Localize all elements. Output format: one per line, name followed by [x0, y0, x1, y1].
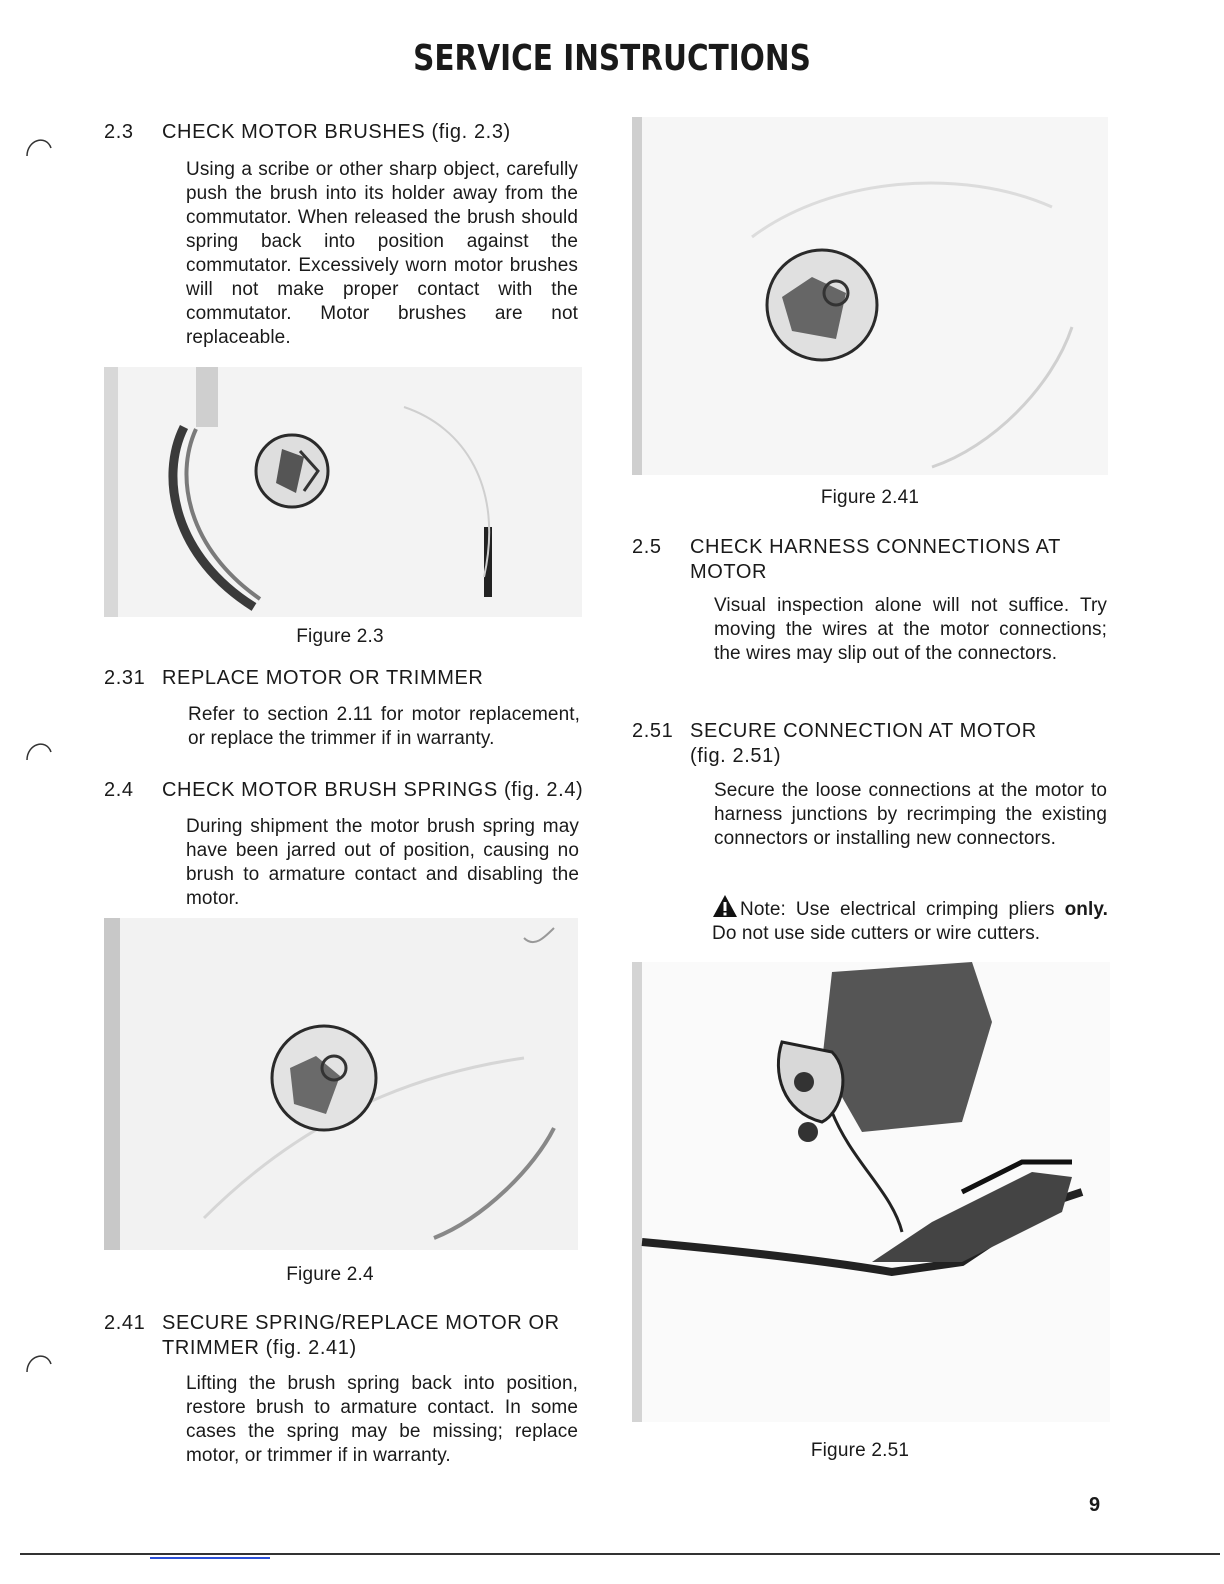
- note-label: Note:: [740, 899, 786, 920]
- section-body-2-41: Lifting the brush spring back into position, restore brush to armature contact. In some cases the spring may be missing; replace motor, or trimmer if in warranty.: [186, 1373, 578, 1466]
- section-body-2-31: Refer to section 2.11 for motor replacement, or replace the trimmer if in warranty.: [188, 704, 580, 749]
- section-title-line-2: MOTOR: [690, 561, 768, 583]
- section-body-2-4: During shipment the motor brush spring may have been jarred out of position, causing no brush to armature contact and disabling the motor.: [186, 816, 579, 909]
- figure-2-3-caption: Figure 2.3: [296, 626, 384, 647]
- figure-2-51-photo: [632, 962, 1110, 1422]
- section-number: 2.5: [632, 536, 662, 558]
- binder-hole-mark-icon: [24, 1346, 54, 1376]
- page-number: 9: [1089, 1494, 1101, 1516]
- section-body-2-51: Secure the loose connections at the motor to harness junctions by recrimping the existing connectors or installing new connectors.: [714, 780, 1107, 849]
- section-number: 2.41: [104, 1312, 146, 1334]
- binder-hole-mark-icon: [24, 734, 54, 764]
- figure-2-41-caption: Figure 2.41: [820, 487, 920, 508]
- binder-hole-mark-icon: [24, 130, 54, 160]
- note-block: [712, 894, 1108, 946]
- note-text-2: Do not use side cutters or wire cutters.: [712, 923, 1041, 944]
- note-text-1: Use electrical crimping pliers: [785, 899, 1065, 920]
- section-title: CHECK MOTOR BRUSH SPRINGS (fig. 2.4): [162, 779, 584, 801]
- section-title-line-2: (fig. 2.51): [690, 745, 782, 767]
- section-title: CHECK MOTOR BRUSHES (fig. 2.3): [162, 121, 511, 143]
- bottom-rule: [20, 1553, 1220, 1555]
- section-title: SECURE SPRING/REPLACE MOTOR OR: [162, 1312, 560, 1334]
- figure-2-4-caption: Figure 2.4: [286, 1264, 374, 1285]
- section-body-2-3: Using a scribe or other sharp object, carefully push the brush into its holder away from the commutator. When released the brush should spring back into position against the commutator. Excessively worn motor brushes will not make proper contact with the commutator. Motor brushes are not replaceable.: [186, 159, 578, 348]
- section-title-line-2: TRIMMER (fig. 2.41): [162, 1337, 357, 1359]
- figure-2-51-caption: Figure 2.51: [810, 1440, 910, 1461]
- section-number: 2.3: [104, 121, 134, 143]
- warning-icon: [712, 894, 738, 918]
- figure-2-4-photo: [104, 918, 578, 1250]
- section-number: 2.4: [104, 779, 134, 801]
- section-number: 2.51: [632, 720, 674, 742]
- figure-2-3-photo: [104, 367, 582, 617]
- section-title: SECURE CONNECTION AT MOTOR: [690, 720, 1037, 742]
- figure-2-41-photo: [632, 117, 1108, 475]
- section-title: REPLACE MOTOR OR TRIMMER: [162, 667, 484, 689]
- section-body-2-5: Visual inspection alone will not suffice. Try moving the wires at the motor connections; the wires may slip out of the connectors.: [714, 595, 1107, 664]
- section-title: CHECK HARNESS CONNECTIONS AT: [690, 536, 1061, 558]
- note-emphasis: only.: [1064, 899, 1108, 920]
- bottom-rule-accent: [150, 1557, 270, 1559]
- section-number: 2.31: [104, 667, 146, 689]
- page-title: SERVICE INSTRUCTIONS: [413, 38, 811, 79]
